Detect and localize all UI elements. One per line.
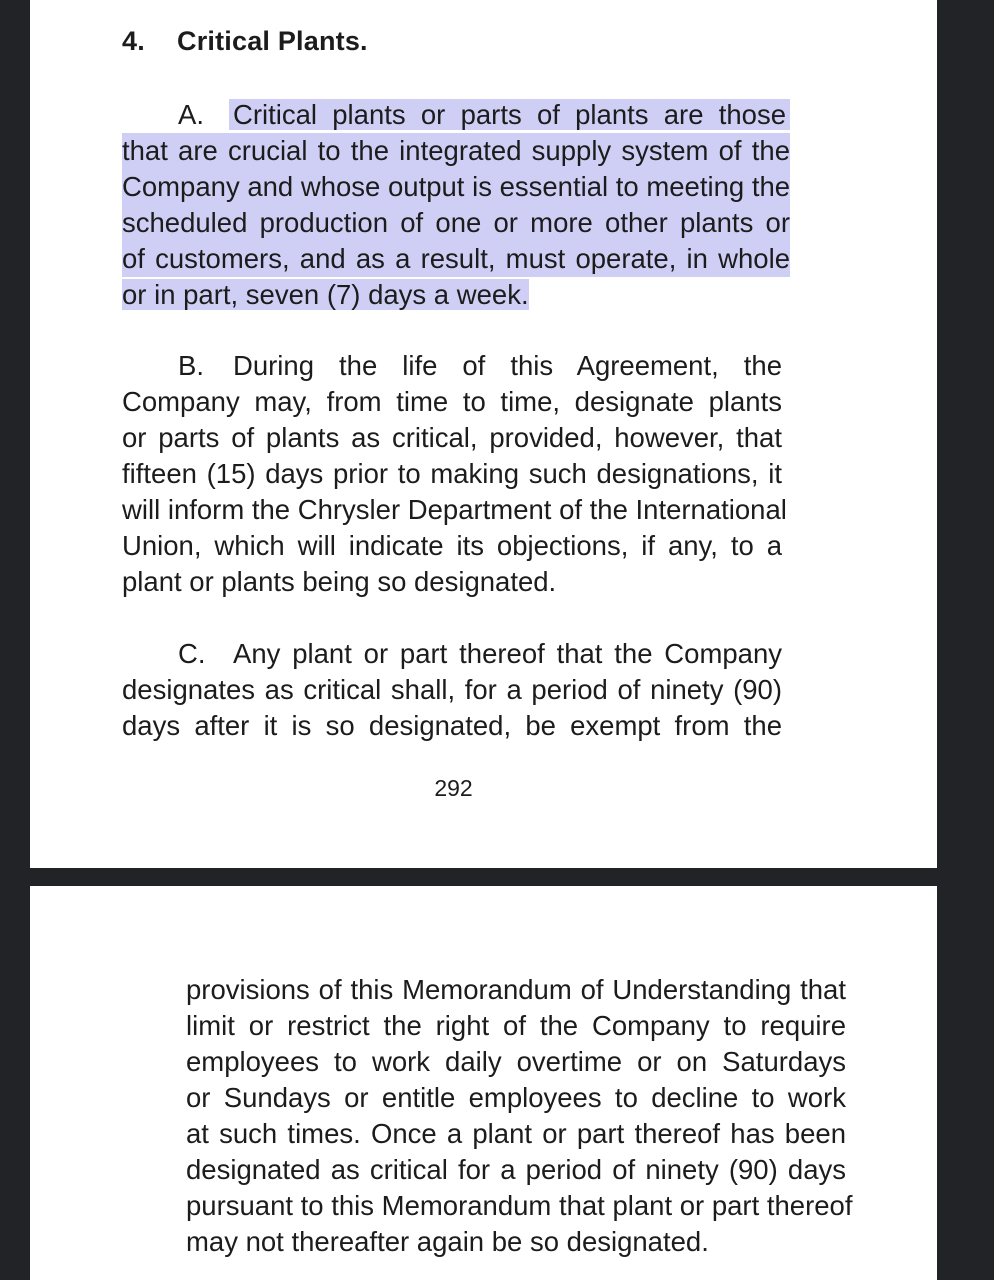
section-number: 4.	[122, 26, 145, 56]
paragraph-a-line[interactable]: Company and whose output is essential to meeting the	[122, 169, 790, 205]
section-heading	[122, 26, 368, 57]
paragraph-c-first-line	[122, 636, 782, 672]
paragraph-line: designated as critical for a period of ninety (90) days	[186, 1154, 846, 1185]
paragraph-c-first-text: Any plant or part thereof that the Company	[233, 638, 782, 669]
paragraph-line: at such times. Once a plant or part thereof has been	[186, 1118, 846, 1149]
paragraph-a-last-line[interactable]	[122, 277, 790, 313]
paragraph-c-label: C.	[178, 638, 206, 669]
paragraph-b-line: plant or plants being so designated.	[122, 566, 557, 597]
paragraph-a-label: A.	[178, 99, 204, 130]
paragraph-line: pursuant to this Memorandum that plant or part thereof	[186, 1190, 853, 1221]
document-page-293	[30, 886, 937, 1280]
paragraph-a-first-line[interactable]	[122, 97, 790, 133]
paragraph-c-line: days after it is so designated, be exempt from the	[122, 710, 782, 741]
section-title: Critical Plants.	[177, 26, 368, 56]
paragraph-line: provisions of this Memorandum of Understanding that	[186, 974, 846, 1005]
paragraph-a-line[interactable]: that are crucial to the integrated supply system of the	[122, 133, 790, 169]
paragraph-b	[122, 348, 787, 600]
paragraph-a[interactable]	[122, 97, 790, 313]
paragraph-line: employees to work daily overtime or on Saturdays	[186, 1046, 846, 1077]
paragraph-line: limit or restrict the right of the Company to require	[186, 1010, 846, 1041]
paragraph-b-label: B.	[178, 350, 204, 381]
paragraph-a-line[interactable]: of customers, and as a result, must operate, in whole	[122, 241, 790, 277]
paragraph-line: or Sundays or entitle employees to decline to work	[186, 1082, 846, 1113]
paragraph-b-line: Union, which will indicate its objections, if any, to a	[122, 530, 782, 561]
paragraph-b-first-text: During the life of this Agreement, the	[233, 350, 782, 381]
highlighted-text[interactable]: Critical plants or parts of plants are those	[229, 99, 790, 130]
paragraph-c-line: designates as critical shall, for a period of ninety (90)	[122, 674, 782, 705]
document-page-292	[30, 0, 937, 868]
paragraph-b-line: Company may, from time to time, designate plants	[122, 386, 782, 417]
highlighted-text[interactable]: or in part, seven (7) days a week.	[122, 279, 529, 310]
paragraph-line: may not thereafter again be so designated.	[186, 1226, 709, 1257]
paragraph-a-line[interactable]: scheduled production of one or more other plants or	[122, 205, 790, 241]
paragraph-c-continued	[186, 972, 853, 1260]
paragraph-b-line: will inform the Chrysler Department of the International	[122, 494, 787, 525]
paragraph-b-first-line	[122, 348, 782, 384]
paragraph-c	[122, 636, 782, 744]
paragraph-b-line: fifteen (15) days prior to making such designations, it	[122, 458, 782, 489]
page-number: 292	[434, 775, 473, 801]
paragraph-b-line: or parts of plants as critical, provided, however, that	[122, 422, 782, 453]
